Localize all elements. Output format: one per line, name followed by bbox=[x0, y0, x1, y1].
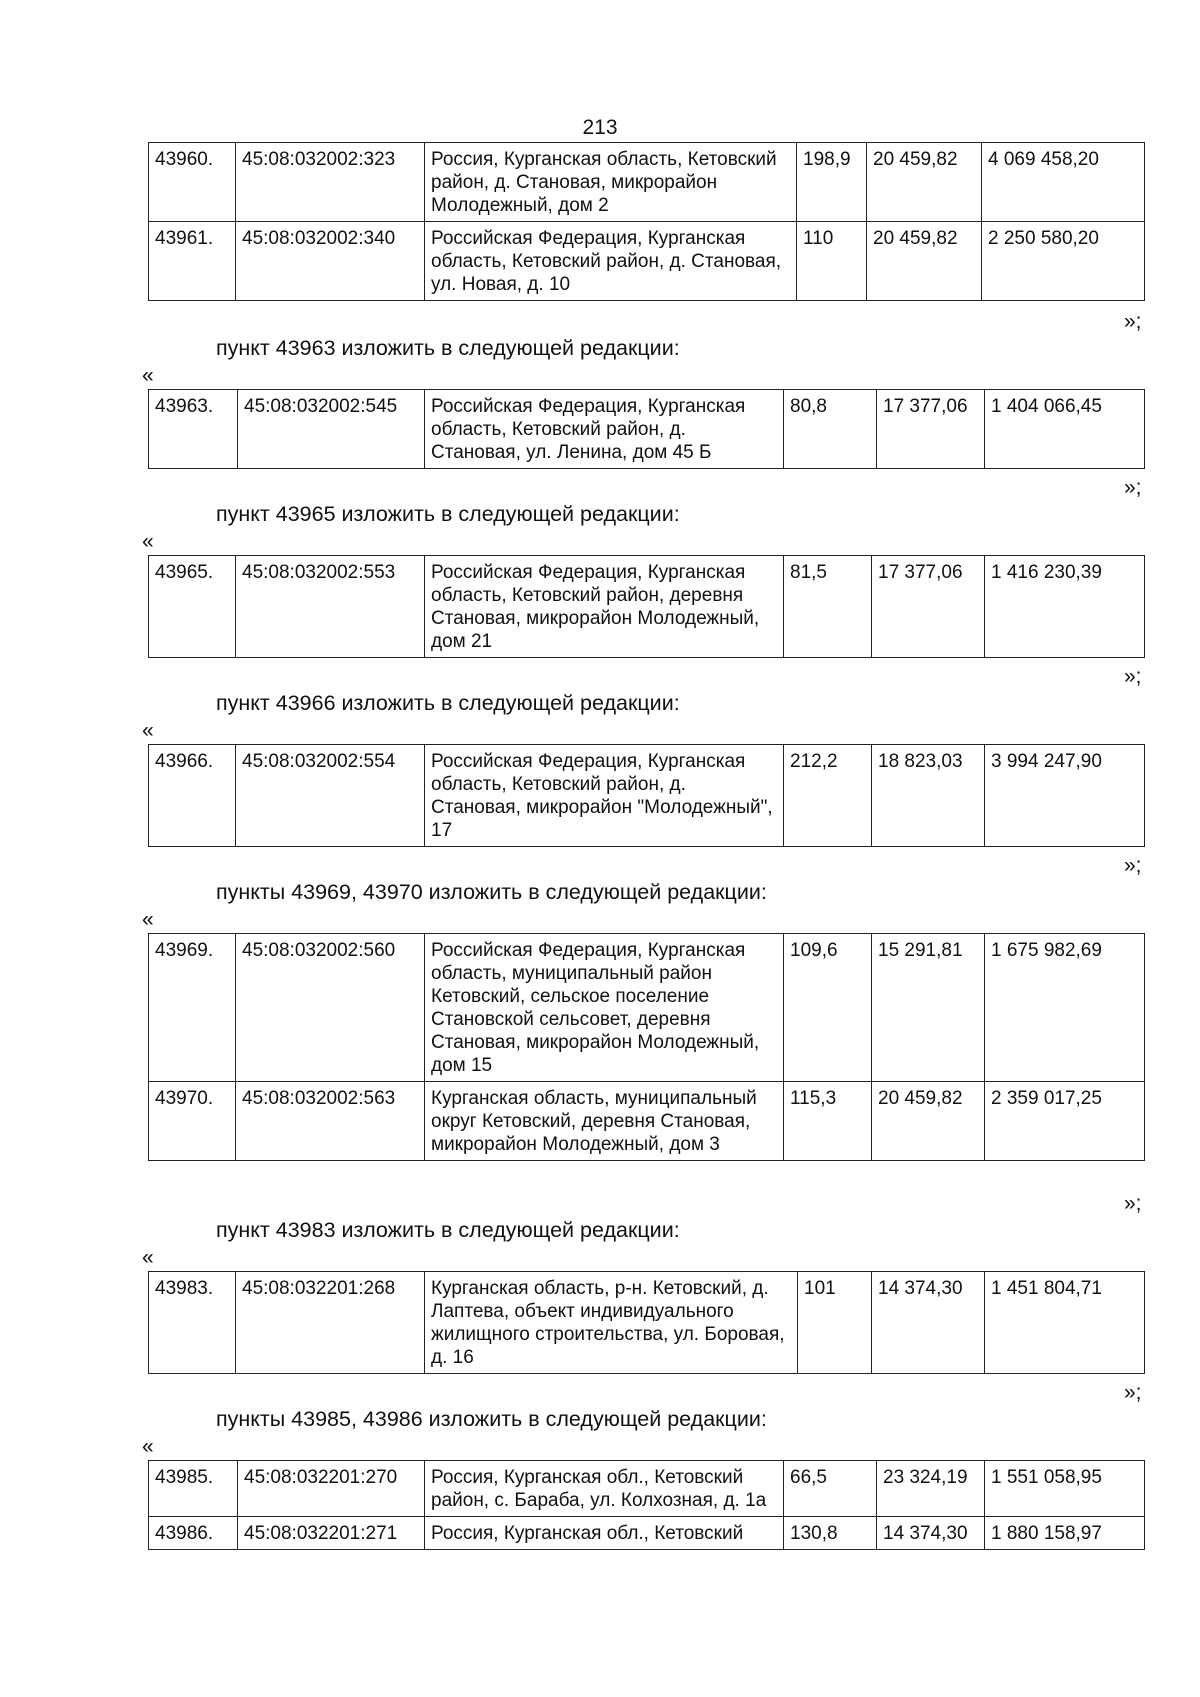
address: Россия, Курганская обл., Кетовский bbox=[425, 1517, 784, 1550]
total-value: 1 404 066,45 bbox=[985, 390, 1145, 469]
total-value: 2 359 017,25 bbox=[985, 1082, 1145, 1161]
table-row bbox=[149, 222, 1145, 301]
area: 212,2 bbox=[784, 745, 872, 847]
row-number: 43969. bbox=[149, 934, 236, 1082]
opening-quote: « bbox=[142, 1246, 154, 1269]
cadastral-number: 45:08:032002:323 bbox=[236, 143, 425, 222]
opening-quote: « bbox=[142, 719, 154, 742]
address: Курганская область, муниципальный округ Кетовский, деревня Становая, микрорайон Молодежный, дом 3 bbox=[425, 1082, 784, 1161]
table-block-5 bbox=[148, 1271, 1145, 1374]
amendment-instruction: пункт 43965 изложить в следующей редакции: bbox=[216, 502, 680, 526]
opening-quote: « bbox=[142, 1435, 154, 1458]
total-value: 1 551 058,95 bbox=[985, 1461, 1145, 1517]
row-number: 43970. bbox=[149, 1082, 236, 1161]
row-number: 43983. bbox=[149, 1272, 236, 1374]
unit-price: 15 291,81 bbox=[872, 934, 985, 1082]
closing-quote: »; bbox=[1124, 1192, 1142, 1215]
unit-price: 20 459,82 bbox=[867, 222, 982, 301]
cadastral-number: 45:08:032201:271 bbox=[238, 1517, 425, 1550]
cadastral-number: 45:08:032201:268 bbox=[236, 1272, 425, 1374]
cadastral-number: 45:08:032201:270 bbox=[238, 1461, 425, 1517]
area: 81,5 bbox=[784, 556, 872, 658]
total-value: 2 250 580,20 bbox=[982, 222, 1145, 301]
total-value: 1 880 158,97 bbox=[985, 1517, 1145, 1550]
closing-quote: »; bbox=[1124, 310, 1142, 333]
amendment-instruction: пункт 43963 изложить в следующей редакции: bbox=[216, 336, 680, 360]
unit-price: 14 374,30 bbox=[872, 1272, 985, 1374]
address: Россия, Курганская область, Кетовский район, д. Становая, микрорайон Молодежный, дом 2 bbox=[425, 143, 797, 222]
address: Российская Федерация, Курганская область, Кетовский район, д. Становая, микрорайон "Молодежный", 17 bbox=[425, 745, 784, 847]
table-row bbox=[149, 934, 1145, 1082]
row-number: 43965. bbox=[149, 556, 236, 658]
table-block-6 bbox=[148, 1460, 1145, 1550]
cadastral-number: 45:08:032002:560 bbox=[236, 934, 425, 1082]
table-row bbox=[149, 1272, 1145, 1374]
address: Российская Федерация, Курганская область, Кетовский район, деревня Становая, микрорайон Молодежный, дом 21 bbox=[425, 556, 784, 658]
unit-price: 20 459,82 bbox=[867, 143, 982, 222]
closing-quote: »; bbox=[1124, 665, 1142, 688]
table-row bbox=[149, 143, 1145, 222]
unit-price: 17 377,06 bbox=[877, 390, 985, 469]
cadastral-number: 45:08:032002:545 bbox=[238, 390, 425, 469]
unit-price: 14 374,30 bbox=[877, 1517, 985, 1550]
table-row bbox=[149, 556, 1145, 658]
cadastral-number: 45:08:032002:553 bbox=[236, 556, 425, 658]
closing-quote: »; bbox=[1124, 476, 1142, 499]
table-block-0 bbox=[148, 142, 1145, 301]
opening-quote: « bbox=[142, 364, 154, 387]
total-value: 1 675 982,69 bbox=[985, 934, 1145, 1082]
table-block-3 bbox=[148, 744, 1145, 847]
unit-price: 18 823,03 bbox=[872, 745, 985, 847]
area: 115,3 bbox=[784, 1082, 872, 1161]
row-number: 43966. bbox=[149, 745, 236, 847]
total-value: 4 069 458,20 bbox=[982, 143, 1145, 222]
unit-price: 20 459,82 bbox=[872, 1082, 985, 1161]
table-row bbox=[149, 1517, 1145, 1550]
amendment-instruction: пункт 43983 изложить в следующей редакции: bbox=[216, 1218, 680, 1242]
area: 109,6 bbox=[784, 934, 872, 1082]
row-number: 43960. bbox=[149, 143, 236, 222]
opening-quote: « bbox=[142, 530, 154, 553]
page-number: 213 bbox=[582, 116, 618, 139]
table-row bbox=[149, 1461, 1145, 1517]
address: Российская Федерация, Курганская область, Кетовский район, д. Становая, ул. Ленина, дом 45 Б bbox=[425, 390, 784, 469]
cadastral-number: 45:08:032002:563 bbox=[236, 1082, 425, 1161]
unit-price: 17 377,06 bbox=[872, 556, 985, 658]
closing-quote: »; bbox=[1124, 854, 1142, 877]
area: 101 bbox=[798, 1272, 872, 1374]
area: 198,9 bbox=[797, 143, 867, 222]
amendment-instruction: пункт 43966 изложить в следующей редакции: bbox=[216, 691, 680, 715]
address: Россия, Курганская обл., Кетовский район, с. Бараба, ул. Колхозная, д. 1а bbox=[425, 1461, 784, 1517]
area: 80,8 bbox=[784, 390, 877, 469]
row-number: 43986. bbox=[149, 1517, 238, 1550]
table-row bbox=[149, 390, 1145, 469]
amendment-instruction: пункты 43985, 43986 изложить в следующей редакции: bbox=[216, 1407, 767, 1431]
row-number: 43963. bbox=[149, 390, 238, 469]
opening-quote: « bbox=[142, 908, 154, 931]
address: Российская Федерация, Курганская область, Кетовский район, д. Становая, ул. Новая, д. 10 bbox=[425, 222, 797, 301]
total-value: 1 416 230,39 bbox=[985, 556, 1145, 658]
row-number: 43985. bbox=[149, 1461, 238, 1517]
table-block-1 bbox=[148, 389, 1145, 469]
unit-price: 23 324,19 bbox=[877, 1461, 985, 1517]
table-row bbox=[149, 1082, 1145, 1161]
area: 66,5 bbox=[784, 1461, 877, 1517]
area: 130,8 bbox=[784, 1517, 877, 1550]
amendment-instruction: пункты 43969, 43970 изложить в следующей редакции: bbox=[216, 880, 767, 904]
address: Курганская область, р-н. Кетовский, д. Лаптева, объект индивидуального жилищного строительства, ул. Боровая, д. 16 bbox=[425, 1272, 798, 1374]
table-block-4 bbox=[148, 933, 1145, 1161]
cadastral-number: 45:08:032002:554 bbox=[236, 745, 425, 847]
area: 110 bbox=[797, 222, 867, 301]
cadastral-number: 45:08:032002:340 bbox=[236, 222, 425, 301]
row-number: 43961. bbox=[149, 222, 236, 301]
total-value: 1 451 804,71 bbox=[985, 1272, 1145, 1374]
address: Российская Федерация, Курганская область, муниципальный район Кетовский, сельское поселение Становской сельсовет, деревня Становая, микрорайон Молодежный, дом 15 bbox=[425, 934, 784, 1082]
table-block-2 bbox=[148, 555, 1145, 658]
table-row bbox=[149, 745, 1145, 847]
closing-quote: »; bbox=[1124, 1381, 1142, 1404]
total-value: 3 994 247,90 bbox=[985, 745, 1145, 847]
